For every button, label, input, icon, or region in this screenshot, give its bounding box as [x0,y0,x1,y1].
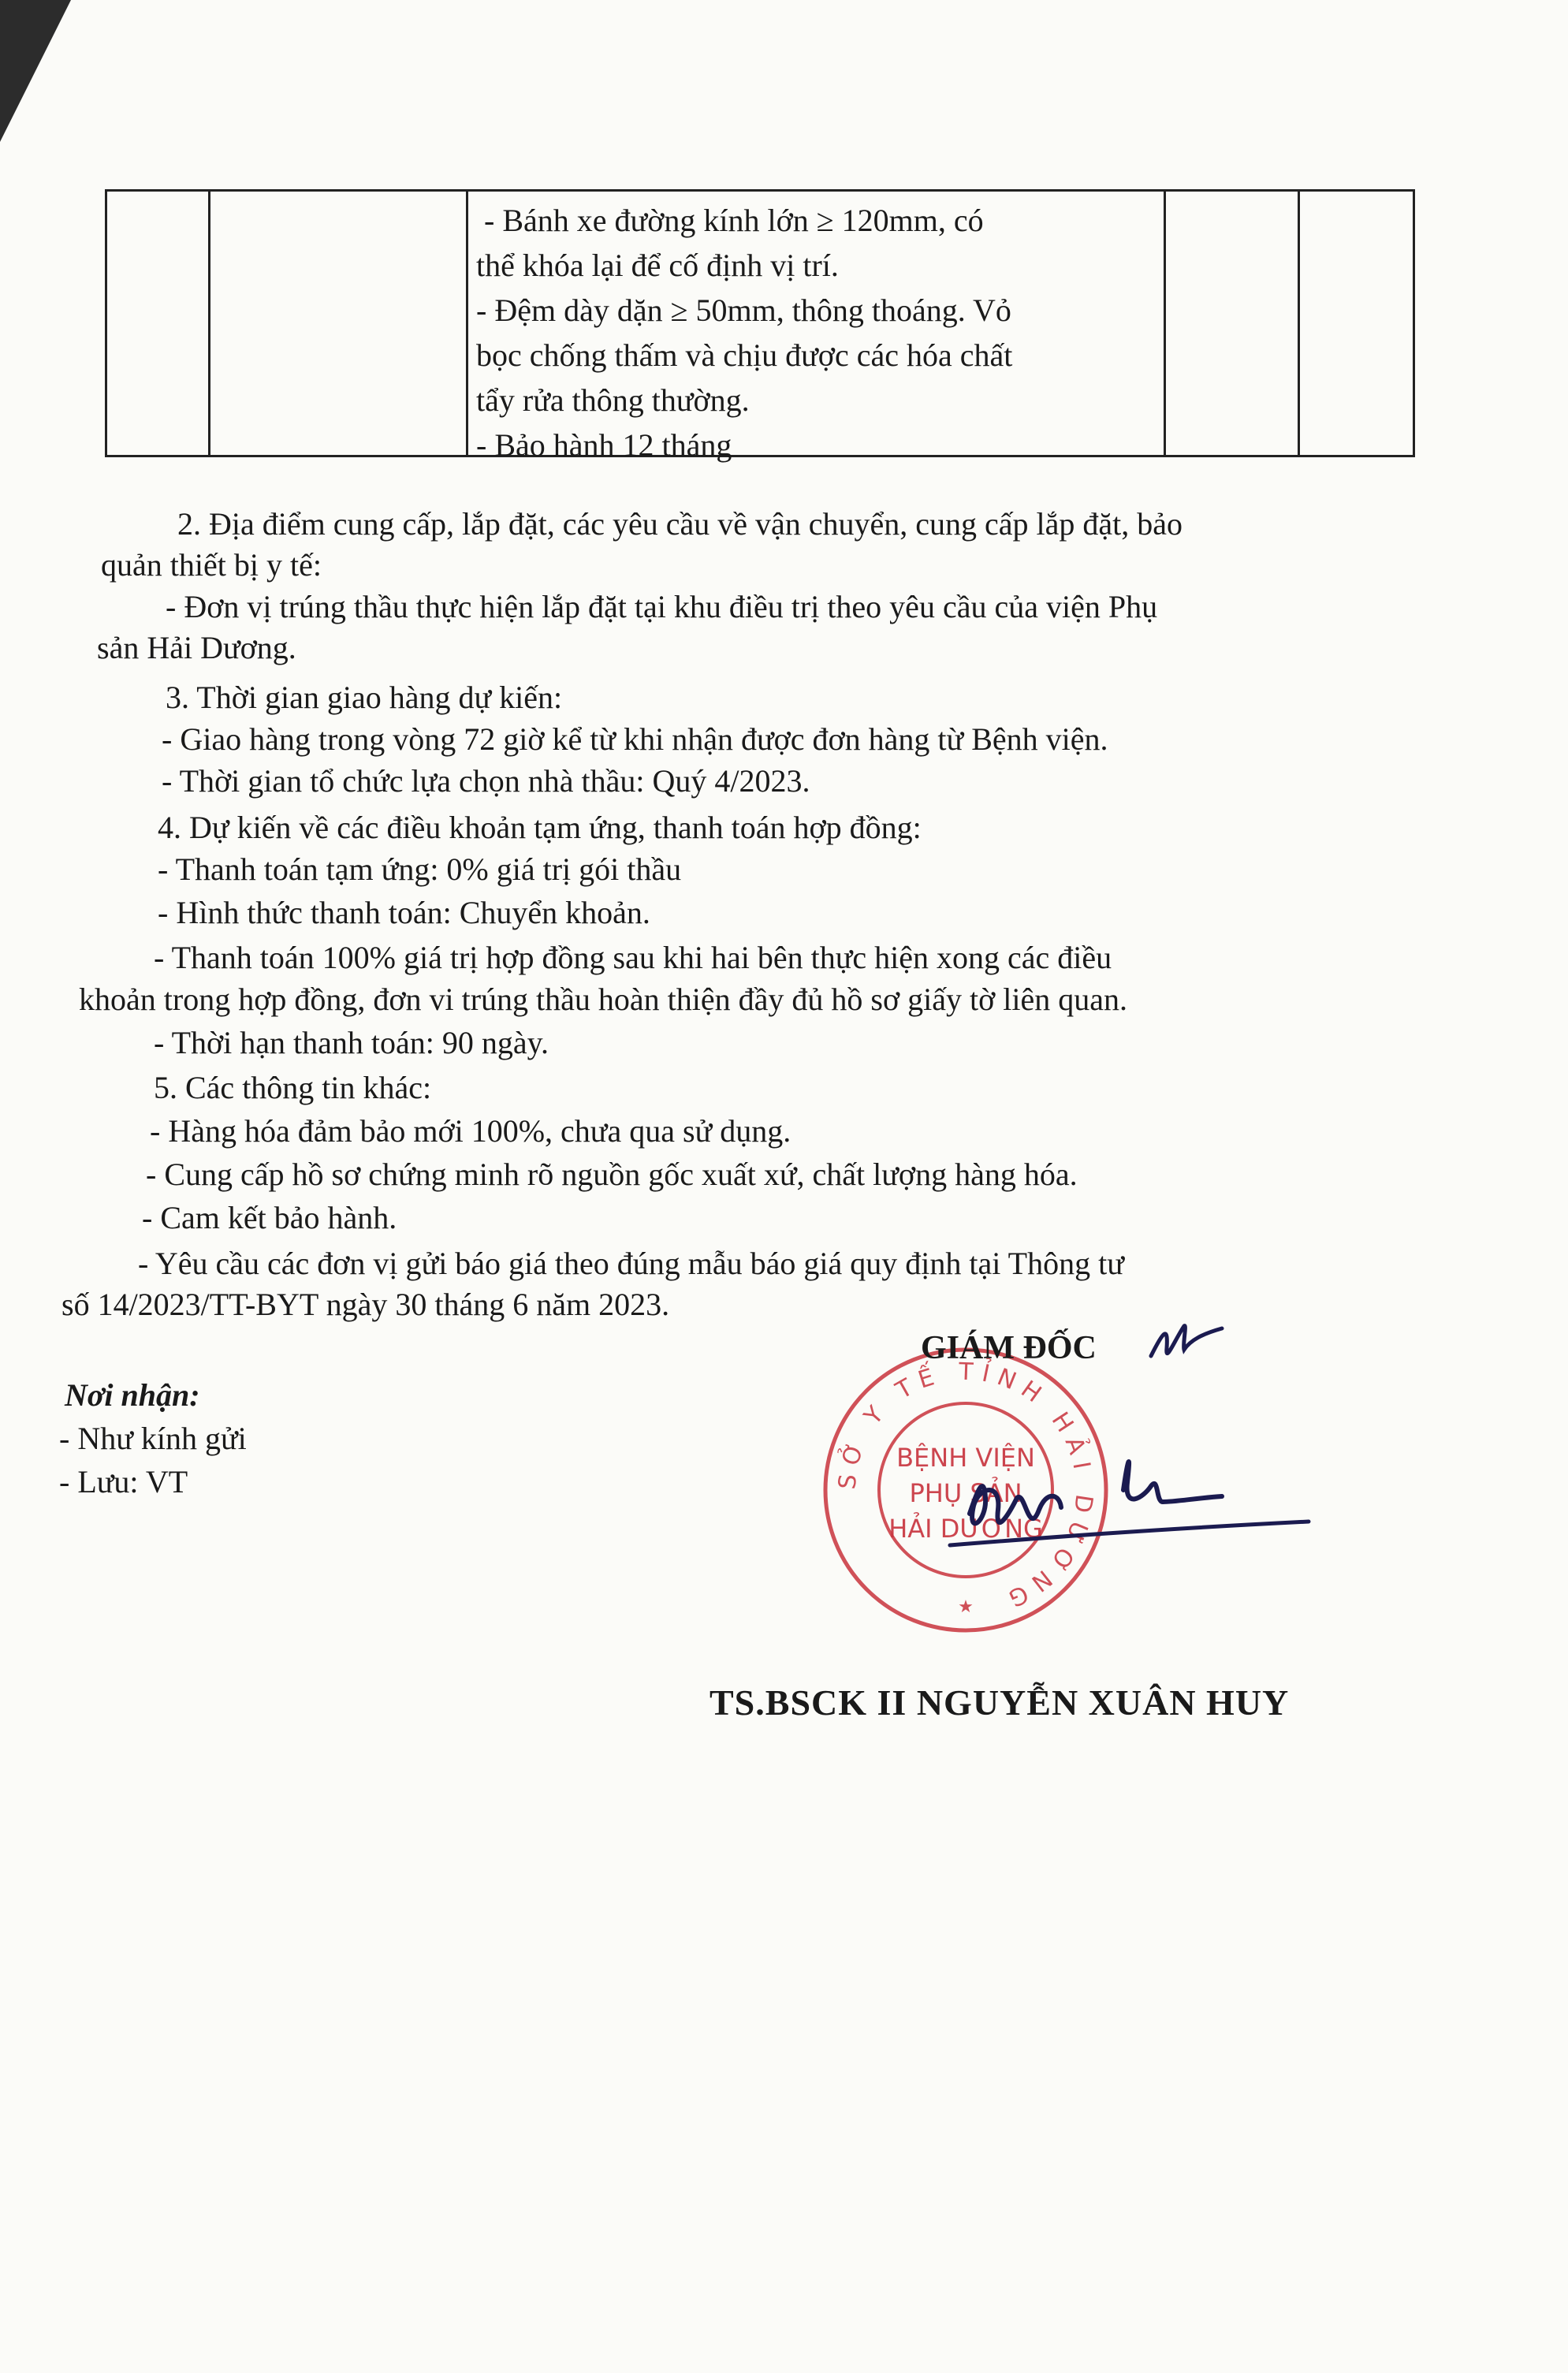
section-5-title: 5. Các thông tin khác: [154,1070,432,1105]
section-3-item-1: - Giao hàng trong vòng 72 giờ kể từ khi nhận được đơn hàng từ Bệnh viện. [162,721,1108,757]
section-4-item-2: - Hình thức thanh toán: Chuyển khoản. [158,895,650,930]
stamp-center-line: HẢI DƯƠNG [888,1514,1043,1544]
section-4-item-3-line-1: - Thanh toán 100% giá trị hợp đồng sau khi hai bên thực hiện xong các điều [154,940,1112,975]
stamp-ring-text: SỞ Y TẾ TỈNH HẢI DƯƠNG [833,1358,1098,1615]
section-2-line-2: quản thiết bị y tế: [101,547,322,583]
section-2-item-line-2: sản Hải Dương. [97,630,296,665]
section-5-item-4-line-1: - Yêu cầu các đơn vị gửi báo giá theo đúng mẫu báo giá quy định tại Thông tư [138,1246,1124,1281]
section-2-item-line-1: - Đơn vị trúng thầu thực hiện lắp đặt tại khu điều trị theo yêu cầu của viện Phụ [166,589,1158,624]
recipients-title: Nơi nhận: [65,1377,200,1413]
scan-corner-shadow [0,0,71,142]
table-desc-line: thể khóa lại để cố định vị trí. [476,248,839,283]
table-description-cell [476,198,1154,468]
section-4-title: 4. Dự kiến về các điều khoản tạm ứng, thanh toán hợp đồng: [158,810,922,845]
table-desc-line: - Bánh xe đường kính lớn ≥ 120mm, có [484,203,984,238]
recipient-item: - Lưu: VT [59,1464,188,1499]
table-desc-line: - Đệm dày dặn ≥ 50mm, thông thoáng. Vỏ [476,292,1011,328]
recipient-item: - Như kính gửi [59,1421,247,1456]
section-5-item-4-line-2: số 14/2023/TT-BYT ngày 30 tháng 6 năm 2023. [61,1287,670,1322]
section-4-item-1: - Thanh toán tạm ứng: 0% giá trị gói thầu [158,851,682,887]
table-desc-line: bọc chống thấm và chịu được các hóa chất [476,337,1013,373]
section-4-item-3-line-2: khoản trong hợp đồng, đơn vi trúng thầu hoàn thiện đầy đủ hồ sơ giấy tờ liên quan. [79,982,1127,1017]
section-5-item-2: - Cung cấp hồ sơ chứng minh rõ nguồn gốc xuất xứ, chất lượng hàng hóa. [146,1157,1078,1192]
table-col-divider [1298,192,1300,455]
section-4-item-4: - Thời hạn thanh toán: 90 ngày. [154,1025,549,1060]
section-5-item-1: - Hàng hóa đảm bảo mới 100%, chưa qua sử dụng. [150,1113,791,1149]
section-3-title: 3. Thời gian giao hàng dự kiến: [166,680,563,715]
table-col-divider [466,192,468,455]
table-desc-line: - Bảo hành 12 tháng [476,427,732,463]
table-col-divider [1164,192,1166,455]
handwritten-signature [891,1301,1332,1632]
stamp-center-line: PHỤ SẢN [909,1478,1022,1508]
section-2-line-1: 2. Địa điểm cung cấp, lắp đặt, các yêu cầu về vận chuyển, cung cấp lắp đặt, bảo [177,506,1183,542]
equipment-table-fragment [105,189,1415,463]
signature-title: GIÁM ĐỐC [921,1330,1097,1366]
signer-name: TS.BSCK II NGUYỄN XUÂN HUY [710,1682,1290,1723]
section-5-item-3: - Cam kết bảo hành. [142,1200,397,1235]
stamp-center-line: BỆNH VIỆN [896,1443,1035,1473]
signature-scribble-icon [891,1301,1332,1632]
svg-text:★: ★ [958,1596,974,1616]
section-3-item-2: - Thời gian tổ chức lựa chọn nhà thầu: Quý 4/2023. [162,763,810,799]
table-desc-line: tẩy rửa thông thường. [476,382,750,418]
table-col-divider [208,192,210,455]
